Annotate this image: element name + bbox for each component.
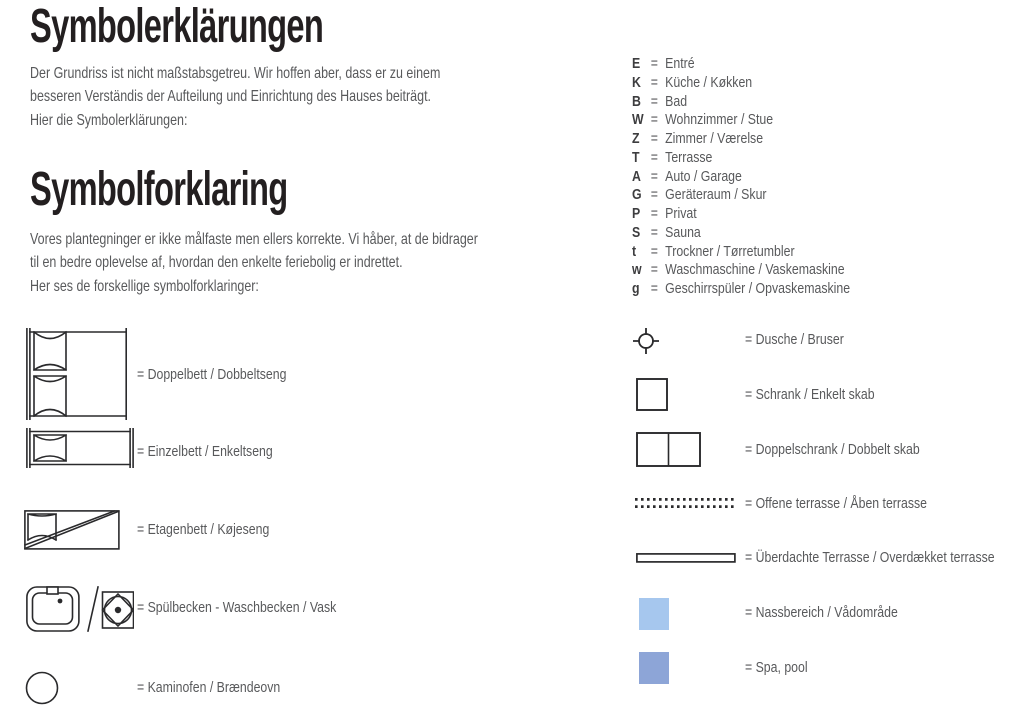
legend-letter: G	[632, 187, 642, 204]
german-paragraph	[30, 62, 440, 132]
legend-letter: T	[632, 149, 640, 166]
letter-legend-row	[632, 112, 850, 131]
symbol-label: = Überdachte Terrasse / Overdækket terrasse	[745, 549, 995, 566]
symbol-label: = Nassbereich / Vådområde	[745, 604, 898, 621]
equals-sign: =	[650, 74, 658, 91]
symbol-label: = Spülbecken - Waschbecken / Vask	[137, 599, 337, 616]
legend-letter: E	[632, 56, 641, 72]
danish-title: Symbolforklaring	[30, 163, 288, 216]
legend-letter: P	[632, 206, 641, 222]
legend-label: Küche / Køkken	[665, 74, 753, 91]
legend-label: Bad	[665, 93, 688, 110]
symbol-label: = Kaminofen / Brændeovn	[137, 679, 281, 696]
legend-letter: K	[632, 74, 641, 91]
equals-sign: =	[650, 262, 658, 279]
letter-legend-row	[632, 244, 850, 263]
symbol-label: = Doppelbett / Dobbeltseng	[137, 366, 287, 383]
legend-letter: g	[632, 281, 640, 297]
equals-sign: =	[650, 149, 658, 166]
equals-sign: =	[650, 168, 658, 185]
open-terrace-icon	[635, 497, 735, 510]
letter-legend-row	[632, 225, 850, 244]
letter-legend-row	[632, 56, 850, 75]
symbol-label: = Einzelbett / Enkeltseng	[137, 443, 273, 460]
stove-icon	[25, 671, 59, 705]
covered-terrace-icon	[636, 553, 736, 563]
bunk-bed-icon	[24, 509, 120, 551]
letter-legend-row	[632, 131, 850, 150]
shower-icon	[633, 328, 659, 354]
wet-area-swatch	[639, 598, 669, 630]
danish-paragraph-line: Vores plantegninger er ikke målfaste men ellers korrekte. Vi håber, at de bidrager	[30, 231, 478, 248]
symbol-label: = Offene terrasse / Åben terrasse	[745, 495, 927, 512]
legend-label: Waschmaschine / Vaskemaskine	[665, 262, 845, 279]
legend-label: Entré	[665, 56, 695, 72]
legend-letter: Z	[632, 131, 640, 147]
equals-sign: =	[650, 224, 658, 241]
danish-paragraph-line: Her ses de forskellige symbolforklaringer:	[30, 277, 259, 295]
legend-label: Privat	[665, 206, 697, 222]
danish-paragraph-line: til en bedre oplevelse af, hvordan den enkelte feriebolig er indrettet.	[30, 254, 403, 272]
symbol-label: = Doppelschrank / Dobbelt skab	[745, 441, 920, 458]
letter-legend-row	[632, 281, 850, 300]
legend-letter: S	[632, 224, 641, 241]
legend-letter: A	[632, 168, 641, 185]
legend-label: Wohnzimmer / Stue	[665, 112, 774, 129]
german-paragraph-line: Der Grundriss ist nicht maßstabsgetreu. Wir hoffen aber, dass er zu einem	[30, 65, 441, 82]
legend-letter: W	[632, 112, 644, 129]
letter-legend-row	[632, 262, 850, 281]
equals-sign: =	[650, 93, 658, 110]
equals-sign: =	[650, 131, 658, 147]
legend-letter: w	[632, 262, 642, 279]
legend-letter: t	[632, 243, 637, 260]
single-cabinet-icon	[636, 378, 668, 411]
equals-sign: =	[650, 243, 658, 260]
legend-label: Terrasse	[665, 149, 713, 166]
legend-label: Auto / Garage	[665, 168, 742, 185]
symbol-label: = Etagenbett / Køjeseng	[137, 521, 270, 538]
symbol-label: = Spa, pool	[745, 659, 808, 676]
equals-sign: =	[650, 281, 658, 297]
letter-legend-row	[632, 169, 850, 188]
letter-legend	[632, 56, 850, 300]
equals-sign: =	[650, 56, 658, 72]
letter-legend-row	[632, 75, 850, 94]
legend-label: Sauna	[665, 224, 701, 241]
equals-sign: =	[650, 187, 658, 204]
spa-pool-swatch	[639, 652, 669, 684]
double-bed-icon	[26, 328, 128, 420]
double-cabinet-icon	[636, 432, 701, 467]
sink-washbasin-icon	[26, 586, 134, 632]
danish-paragraph	[30, 228, 478, 298]
letter-legend-row	[632, 150, 850, 169]
single-bed-icon	[26, 428, 134, 468]
legend-letter: B	[632, 93, 641, 110]
symbol-label: = Dusche / Bruser	[745, 331, 844, 348]
legend-label: Trockner / Tørretumbler	[665, 243, 795, 260]
symbol-label: = Schrank / Enkelt skab	[745, 386, 875, 403]
letter-legend-row	[632, 187, 850, 206]
german-paragraph-line: Hier die Symbolerklärungen:	[30, 111, 188, 129]
german-paragraph-line: besseren Verständis der Aufteilung und Einrichtung des Hauses beiträgt.	[30, 88, 432, 106]
legend-label: Geschirrspüler / Opvaskemaskine	[665, 281, 851, 297]
equals-sign: =	[650, 206, 658, 222]
letter-legend-row	[632, 94, 850, 113]
equals-sign: =	[650, 112, 658, 129]
german-title: Symbolerklärungen	[30, 0, 324, 53]
letter-legend-row	[632, 206, 850, 225]
legend-label: Geräteraum / Skur	[665, 187, 767, 204]
legend-label: Zimmer / Værelse	[665, 131, 764, 147]
